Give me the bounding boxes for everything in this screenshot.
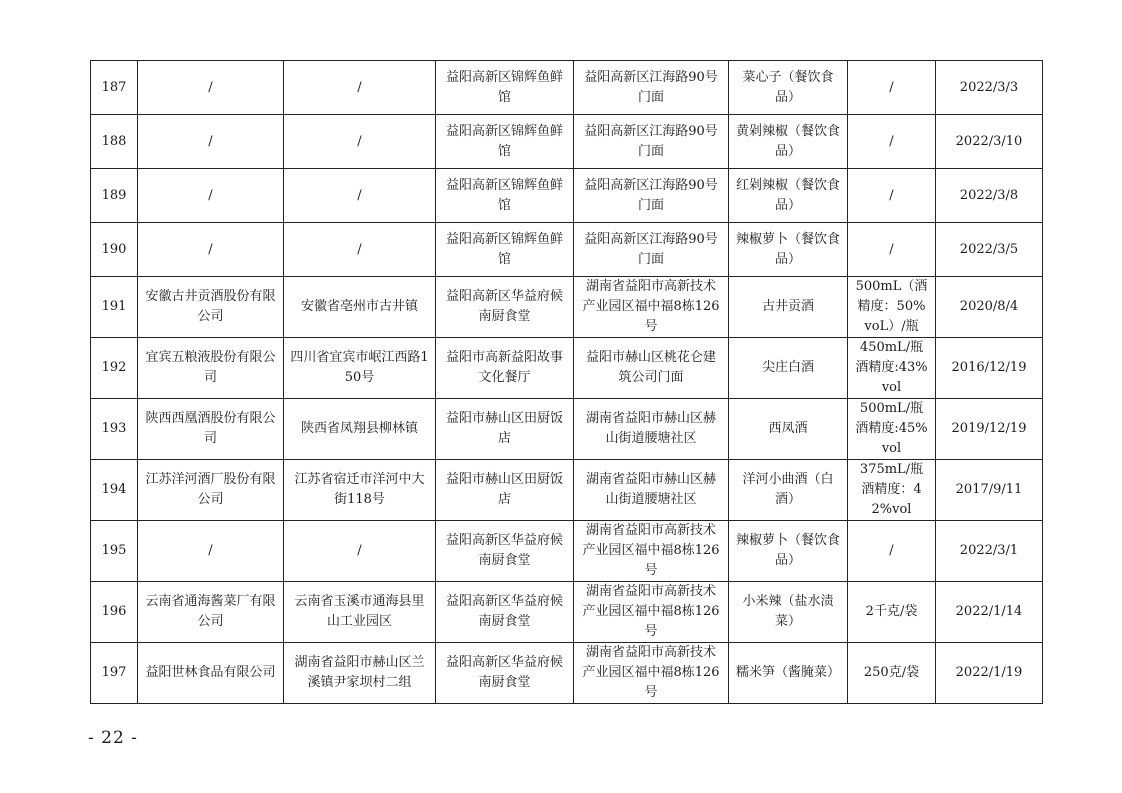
cell-sample-number: 195 [91, 521, 138, 582]
cell-sampled-unit: 益阳高新区华益府候南厨食堂 [436, 521, 574, 582]
table-row [91, 169, 1043, 223]
table-row [91, 277, 1043, 338]
cell-manufacturer: 陕西西凰酒股份有限公司 [138, 399, 284, 460]
cell-manufacturer-address: / [284, 521, 436, 582]
cell-manufacturer: 云南省通海酱菜厂有限公司 [138, 582, 284, 643]
cell-manufacturer-address: 云南省玉溪市通海县里山工业园区 [284, 582, 436, 643]
cell-specification: 375mL/瓶酒精度：42%vol [848, 460, 936, 521]
cell-specification: / [848, 115, 936, 169]
cell-manufacturer-address: / [284, 61, 436, 115]
cell-product-name: 尖庄白酒 [729, 338, 848, 399]
cell-manufacturer: 江苏洋河酒厂股份有限公司 [138, 460, 284, 521]
cell-sample-number: 187 [91, 61, 138, 115]
cell-manufacturer: / [138, 223, 284, 277]
cell-manufacturer: / [138, 521, 284, 582]
table-row [91, 582, 1043, 643]
cell-manufacturer: 益阳世林食品有限公司 [138, 643, 284, 704]
cell-production-date: 2020/8/4 [936, 277, 1043, 338]
cell-sample-number: 191 [91, 277, 138, 338]
cell-sampled-unit: 益阳市赫山区田厨饭店 [436, 399, 574, 460]
cell-production-date: 2022/3/3 [936, 61, 1043, 115]
cell-product-name: 小米辣（盐水渍菜） [729, 582, 848, 643]
cell-sampled-unit-address: 益阳高新区江海路90号门面 [574, 61, 729, 115]
table-row [91, 399, 1043, 460]
cell-manufacturer-address: / [284, 169, 436, 223]
cell-sampled-unit-address: 湖南省益阳市高新技术产业园区福中福8栋126号 [574, 277, 729, 338]
cell-sampled-unit-address: 湖南省益阳市高新技术产业园区福中福8栋126号 [574, 643, 729, 704]
cell-manufacturer: / [138, 169, 284, 223]
cell-production-date: 2022/3/10 [936, 115, 1043, 169]
cell-product-name: 红剁辣椒（餐饮食品） [729, 169, 848, 223]
table-row [91, 643, 1043, 704]
cell-manufacturer-address: 陕西省凤翔县柳林镇 [284, 399, 436, 460]
cell-sample-number: 188 [91, 115, 138, 169]
table-row [91, 338, 1043, 399]
cell-manufacturer: / [138, 115, 284, 169]
cell-sampled-unit: 益阳高新区华益府候南厨食堂 [436, 582, 574, 643]
cell-product-name: 菜心子（餐饮食品） [729, 61, 848, 115]
cell-sampled-unit: 益阳高新区锦辉鱼鲜馆 [436, 223, 574, 277]
cell-production-date: 2017/9/11 [936, 460, 1043, 521]
cell-specification: 500mL/瓶 酒精度:45%vol [848, 399, 936, 460]
cell-specification: 2千克/袋 [848, 582, 936, 643]
cell-production-date: 2019/12/19 [936, 399, 1043, 460]
cell-production-date: 2022/3/5 [936, 223, 1043, 277]
table-row [91, 61, 1043, 115]
cell-sampled-unit: 益阳市赫山区田厨饭店 [436, 460, 574, 521]
cell-manufacturer-address: / [284, 223, 436, 277]
cell-production-date: 2022/3/1 [936, 521, 1043, 582]
cell-specification: 500mL（酒精度：50%voL）/瓶 [848, 277, 936, 338]
cell-production-date: 2022/1/14 [936, 582, 1043, 643]
cell-sample-number: 196 [91, 582, 138, 643]
cell-specification: / [848, 61, 936, 115]
page-number: - 22 - [88, 728, 138, 748]
cell-manufacturer: 安徽古井贡酒股份有限公司 [138, 277, 284, 338]
sampling-results-table [90, 60, 1043, 704]
cell-sample-number: 194 [91, 460, 138, 521]
cell-sampled-unit: 益阳高新区华益府候南厨食堂 [436, 643, 574, 704]
cell-product-name: 辣椒萝卜（餐饮食品） [729, 223, 848, 277]
table-row [91, 223, 1043, 277]
cell-sampled-unit-address: 益阳高新区江海路90号门面 [574, 169, 729, 223]
cell-sampled-unit-address: 湖南省益阳市高新技术产业园区福中福8栋126号 [574, 521, 729, 582]
cell-sample-number: 189 [91, 169, 138, 223]
cell-sampled-unit: 益阳市高新益阳故事文化餐厅 [436, 338, 574, 399]
cell-manufacturer: / [138, 61, 284, 115]
cell-sampled-unit: 益阳高新区华益府候南厨食堂 [436, 277, 574, 338]
cell-manufacturer-address: 湖南省益阳市赫山区兰溪镇尹家坝村二组 [284, 643, 436, 704]
cell-sampled-unit: 益阳高新区锦辉鱼鲜馆 [436, 169, 574, 223]
cell-sampled-unit-address: 益阳市赫山区桃花仑建筑公司门面 [574, 338, 729, 399]
cell-manufacturer-address: 四川省宜宾市岷江西路150号 [284, 338, 436, 399]
cell-sample-number: 197 [91, 643, 138, 704]
cell-sampled-unit-address: 益阳高新区江海路90号门面 [574, 223, 729, 277]
cell-production-date: 2022/3/8 [936, 169, 1043, 223]
cell-product-name: 辣椒萝卜（餐饮食品） [729, 521, 848, 582]
cell-production-date: 2016/12/19 [936, 338, 1043, 399]
cell-manufacturer: 宜宾五粮液股份有限公司 [138, 338, 284, 399]
cell-sampled-unit-address: 湖南省益阳市赫山区赫山街道腰塘社区 [574, 460, 729, 521]
cell-production-date: 2022/1/19 [936, 643, 1043, 704]
cell-product-name: 西凤酒 [729, 399, 848, 460]
cell-specification: 450mL/瓶 酒精度:43%vol [848, 338, 936, 399]
cell-specification: / [848, 169, 936, 223]
table-row [91, 115, 1043, 169]
cell-sampled-unit-address: 湖南省益阳市赫山区赫山街道腰塘社区 [574, 399, 729, 460]
cell-manufacturer-address: / [284, 115, 436, 169]
cell-sampled-unit-address: 益阳高新区江海路90号门面 [574, 115, 729, 169]
cell-sampled-unit-address: 湖南省益阳市高新技术产业园区福中福8栋126号 [574, 582, 729, 643]
cell-specification: / [848, 223, 936, 277]
cell-product-name: 洋河小曲酒（白酒） [729, 460, 848, 521]
cell-specification: / [848, 521, 936, 582]
table-row [91, 460, 1043, 521]
cell-sampled-unit: 益阳高新区锦辉鱼鲜馆 [436, 61, 574, 115]
cell-product-name: 糯米笋（酱腌菜） [729, 643, 848, 704]
cell-product-name: 黄剁辣椒（餐饮食品） [729, 115, 848, 169]
cell-manufacturer-address: 安徽省亳州市古井镇 [284, 277, 436, 338]
cell-sample-number: 193 [91, 399, 138, 460]
cell-specification: 250克/袋 [848, 643, 936, 704]
cell-sample-number: 192 [91, 338, 138, 399]
cell-sample-number: 190 [91, 223, 138, 277]
table-row [91, 521, 1043, 582]
cell-manufacturer-address: 江苏省宿迁市洋河中大街118号 [284, 460, 436, 521]
cell-product-name: 古井贡酒 [729, 277, 848, 338]
cell-sampled-unit: 益阳高新区锦辉鱼鲜馆 [436, 115, 574, 169]
